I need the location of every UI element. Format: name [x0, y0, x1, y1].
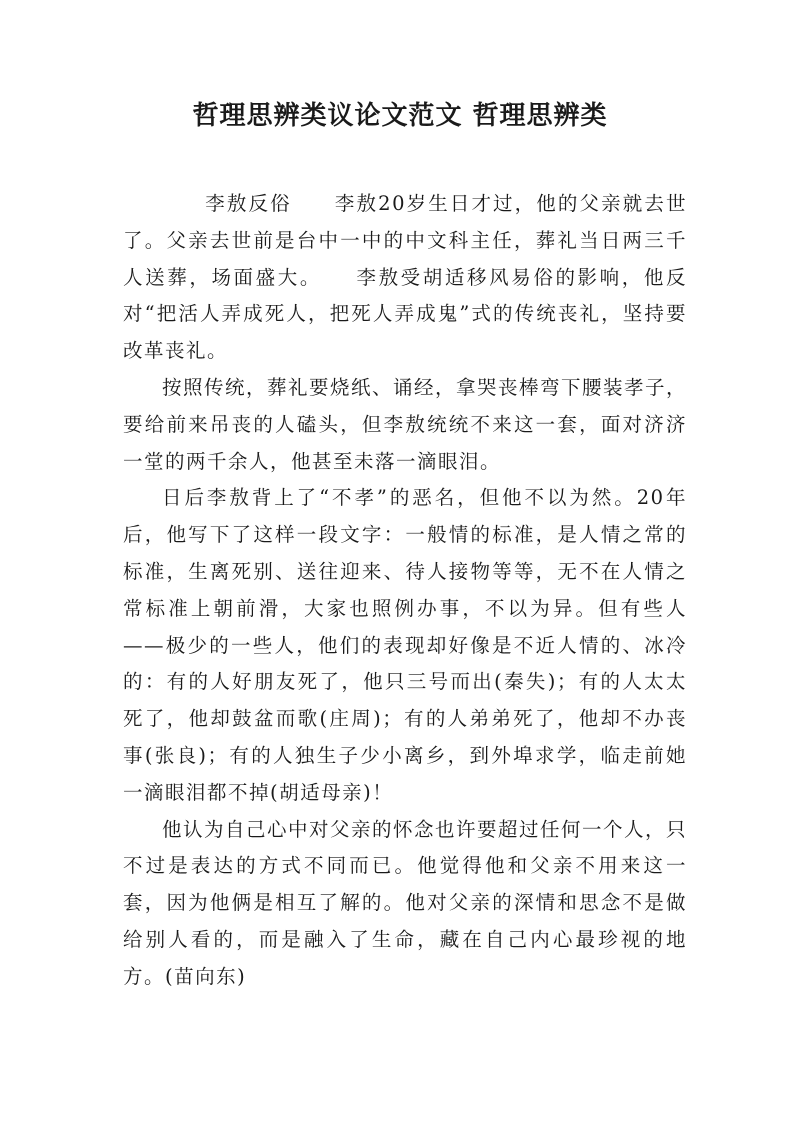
paragraph-2: 按照传统，葬礼要烧纸、诵经，拿哭丧棒弯下腰装孝子，要给前来吊丧的人磕头，但李敖统统不来这一套，面对济济一堂的两千余人，他甚至未落一滴眼泪。: [123, 375, 688, 473]
paragraph-1: 李敖反俗 李敖20岁生日才过，他的父亲就去世了。父亲去世前是台中一中的中文科主任，葬礼当日两三千人送葬，场面盛大。 李敖受胡适移风易俗的影响，他反对“把活人弄成死人，把死人弄成鬼”式的传统丧礼，坚持要改革丧礼。: [123, 192, 687, 363]
paragraph-3: 日后李敖背上了“不孝”的恶名，但他不以为然。20年后，他写下了这样一段文字：一般情的标准，是人情之常的标准，生离死别、送往迎来、待人接物等等，无不在人情之常标准上朝前滑，大家也照例办事，不以为异。但有些人——极少的一些人，他们的表现却好像是不近人情的、冰冷的：有的人好朋友死了，他只三号而出(秦失)；有的人太太死了，他却鼓盆而歌(庄周)；有的人弟弟死了，他却不办丧事(张良)；有的人独生子少小离乡，到外埠求学，临走前她一滴眼泪都不掉(胡适母亲)！: [123, 486, 687, 804]
document-title: 哲理思辨类议论文范文 哲理思辨类: [192, 101, 608, 131]
paragraph-4: 他认为自己心中对父亲的怀念也许要超过任何一个人，只不过是表达的方式不同而已。他觉得他和父亲不用来这一套，因为他俩是相互了解的。他对父亲的深情和思念不是做给别人看的，而是融入了生命，藏在自己内心最珍视的地方。(苗向东): [123, 817, 688, 988]
document-body: [123, 186, 687, 996]
